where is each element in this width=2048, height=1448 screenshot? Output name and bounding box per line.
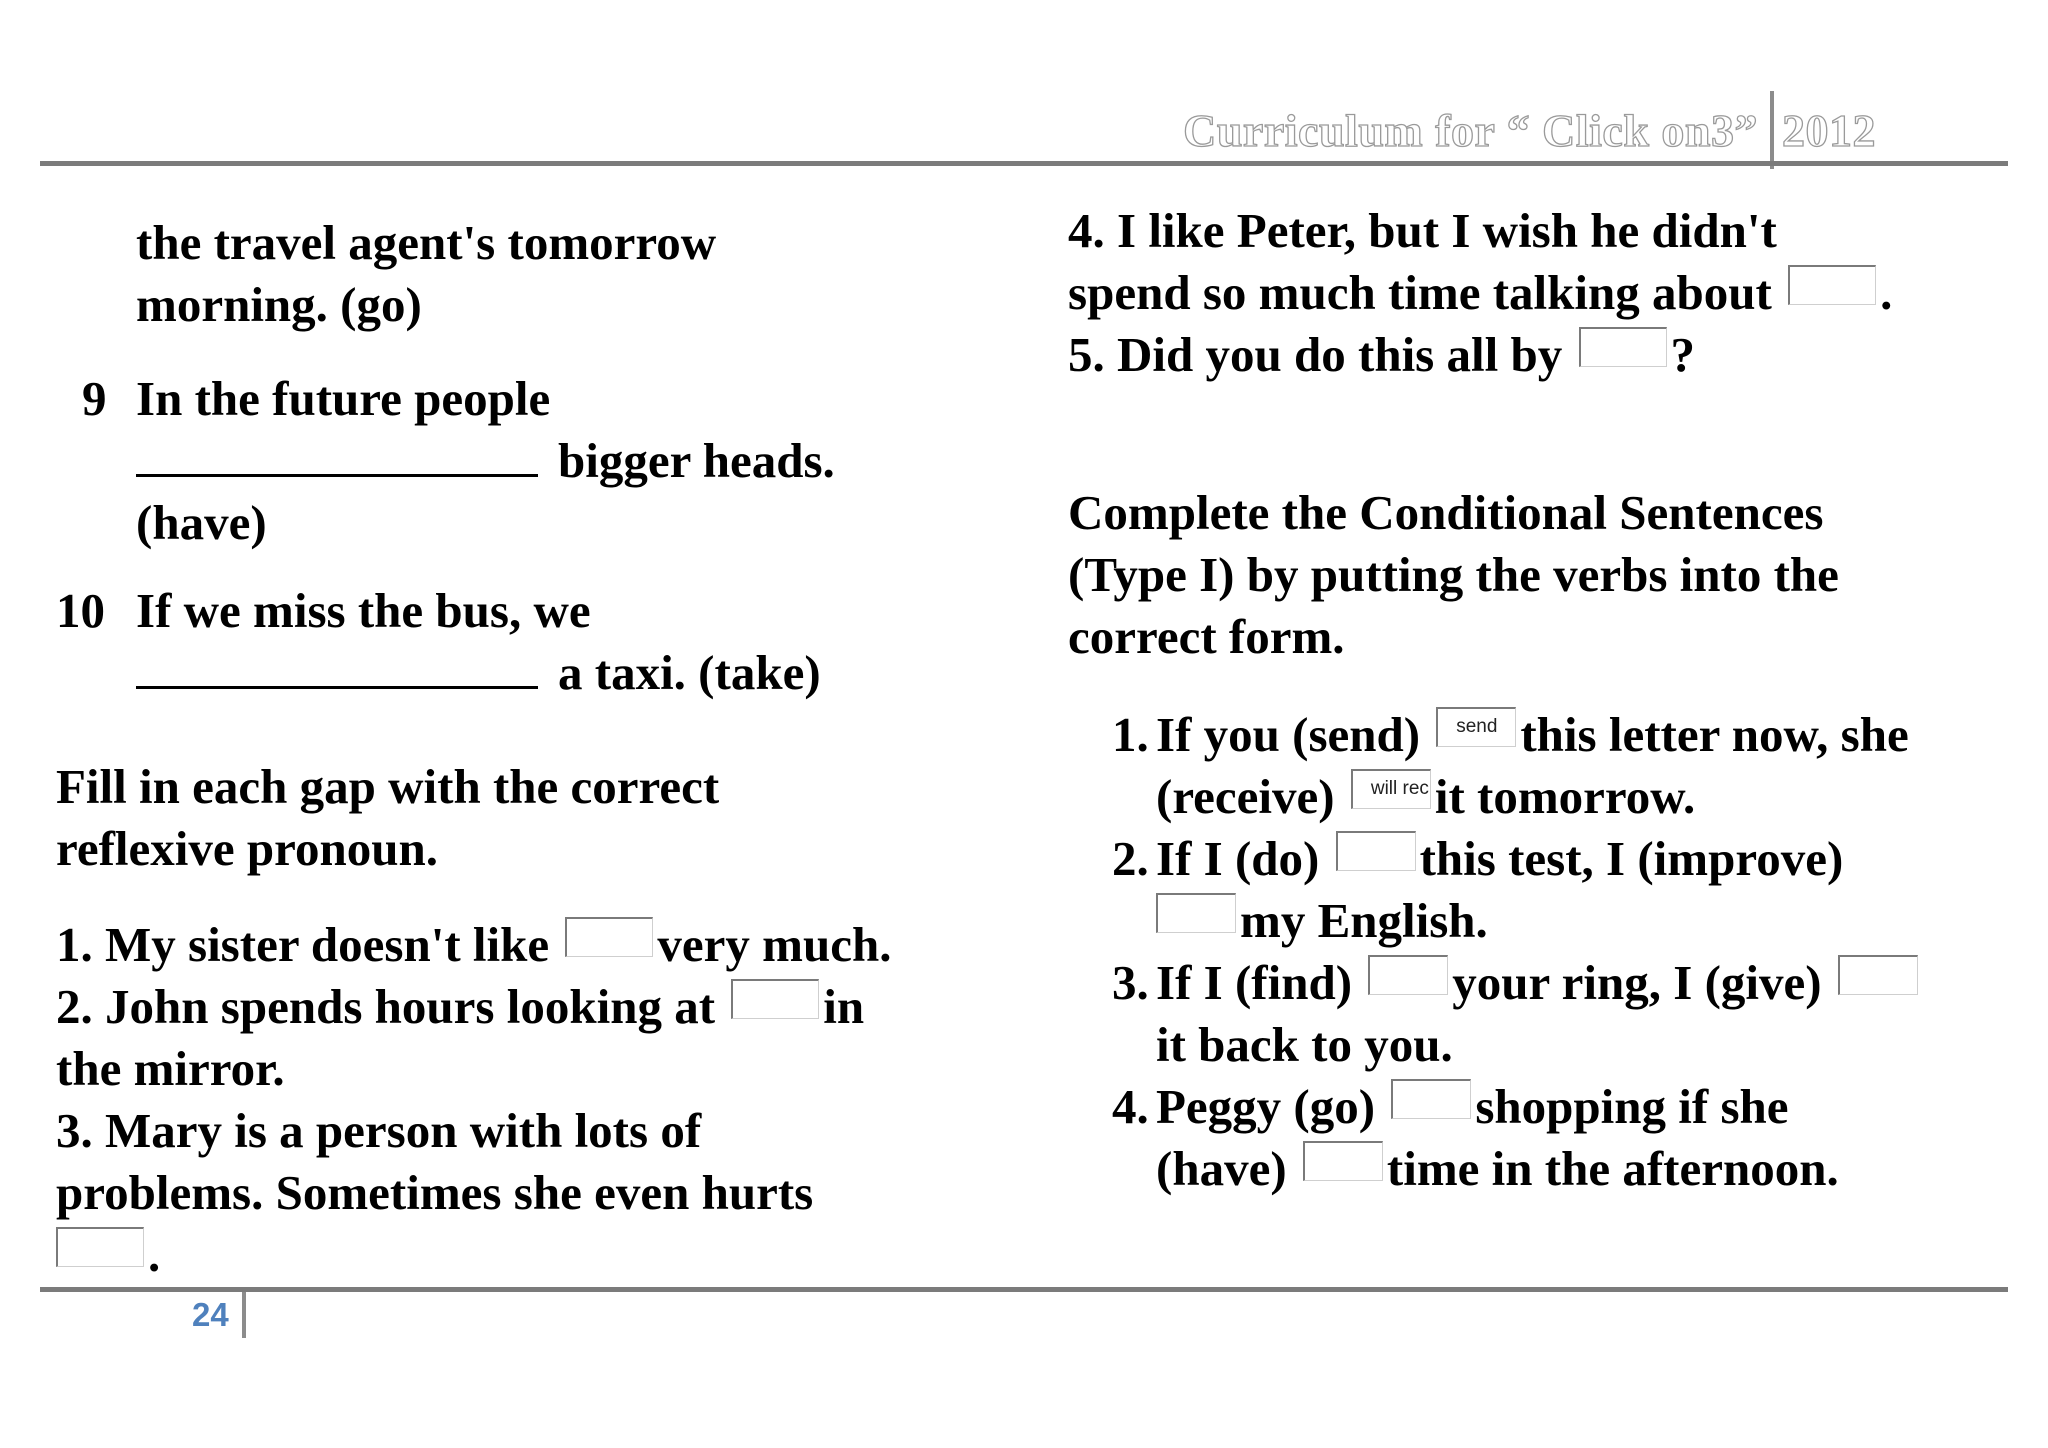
item-text: Peggy (go) xyxy=(1156,1079,1376,1134)
conditional-input-3b[interactable] xyxy=(1838,955,1918,995)
item-text: If I (find) xyxy=(1156,955,1353,1010)
conditional-instruction-line-1: Complete the Conditional Sentences xyxy=(1068,485,1824,540)
reflexive-input-2[interactable] xyxy=(731,979,819,1019)
reflexive-input-1[interactable] xyxy=(565,917,653,957)
reflexive-instruction-line-1: Fill in each gap with the correct xyxy=(56,759,720,814)
page-number-divider xyxy=(242,1292,246,1338)
question-9-after-blank: bigger heads. xyxy=(558,433,835,488)
conditional-2-line-2 xyxy=(1152,890,1488,952)
question-10-after-blank: a taxi. (take) xyxy=(558,645,821,700)
item-text: my English. xyxy=(1240,893,1488,948)
item-text: (have) xyxy=(1156,1141,1287,1196)
conditional-4-number: 4. xyxy=(1112,1079,1149,1134)
intro-line-1: the travel agent's tomorrow xyxy=(136,215,717,270)
header-rule xyxy=(40,161,2008,166)
item-text: shopping if she xyxy=(1475,1079,1789,1134)
question-10-line-2 xyxy=(136,642,821,704)
header-year: 2012 xyxy=(1782,104,1876,156)
page-number: 24 xyxy=(192,1296,229,1333)
item-text: If you (send) xyxy=(1156,707,1421,762)
reflexive-item-3-line-2: problems. Sometimes she even hurts xyxy=(56,1165,814,1220)
reflexive-item-4-line-2 xyxy=(1068,262,1892,324)
reflexive-input-4[interactable] xyxy=(1788,265,1876,305)
conditional-input-2a[interactable] xyxy=(1336,831,1416,871)
item-text: this test, I (improve) xyxy=(1419,831,1844,886)
item-text: very much. xyxy=(657,917,892,972)
conditional-2-line-1 xyxy=(1156,828,1843,890)
reflexive-item-3-line-3 xyxy=(52,1224,160,1286)
conditional-input-3a[interactable] xyxy=(1368,955,1448,995)
item-text: 1. My sister doesn't like xyxy=(56,917,550,972)
question-9-line-3: (have) xyxy=(136,495,267,550)
reflexive-item-2-line-2: the mirror. xyxy=(56,1041,285,1096)
reflexive-item-2 xyxy=(56,976,864,1038)
conditional-input-1a[interactable]: send xyxy=(1436,707,1516,747)
item-text: this letter now, she xyxy=(1520,707,1909,762)
reflexive-input-3[interactable] xyxy=(56,1227,144,1267)
conditional-instruction-line-2: (Type I) by putting the verbs into the xyxy=(1068,547,1839,602)
reflexive-instruction-line-2: reflexive pronoun. xyxy=(56,821,439,876)
intro-line-2: morning. (go) xyxy=(136,277,422,332)
conditional-input-2b[interactable] xyxy=(1156,893,1236,933)
reflexive-item-5 xyxy=(1068,324,1695,386)
question-10-number: 10 xyxy=(56,583,105,638)
conditional-input-1b[interactable]: will rec xyxy=(1351,769,1431,809)
conditional-4-line-1 xyxy=(1156,1076,1789,1138)
item-text: If I (do) xyxy=(1156,831,1320,886)
item-text: spend so much time talking about xyxy=(1068,265,1772,320)
question-9-line-1: In the future people xyxy=(136,371,551,426)
conditional-input-4a[interactable] xyxy=(1391,1079,1471,1119)
header-divider xyxy=(1770,91,1774,169)
reflexive-item-1 xyxy=(56,914,892,976)
item-text: . xyxy=(1880,265,1893,320)
item-text: . xyxy=(148,1227,161,1282)
running-header xyxy=(1183,96,1876,164)
item-text: it tomorrow. xyxy=(1434,769,1696,824)
question-9-line-2 xyxy=(136,430,835,492)
item-text: 5. Did you do this all by xyxy=(1068,327,1563,382)
answer-blank[interactable] xyxy=(136,646,538,689)
conditional-4-line-2 xyxy=(1156,1138,1839,1200)
item-text: 2. John spends hours looking at xyxy=(56,979,716,1034)
item-text: (receive) xyxy=(1156,769,1335,824)
answer-blank[interactable] xyxy=(136,434,538,477)
item-text: ? xyxy=(1670,327,1695,382)
header-title: Curriculum for “ Click on3” xyxy=(1183,104,1758,156)
conditional-3-number: 3. xyxy=(1112,955,1149,1010)
conditional-2-number: 2. xyxy=(1112,831,1149,886)
question-9-number: 9 xyxy=(82,371,107,426)
footer-rule xyxy=(40,1287,2008,1292)
item-text: your ring, I (give) xyxy=(1452,955,1822,1010)
conditional-input-4b[interactable] xyxy=(1303,1141,1383,1181)
item-text: time in the afternoon. xyxy=(1386,1141,1839,1196)
conditional-instruction-line-3: correct form. xyxy=(1068,609,1345,664)
conditional-1-line-2 xyxy=(1156,766,1695,828)
conditional-3-line-2: it back to you. xyxy=(1156,1017,1453,1072)
reflexive-input-5[interactable] xyxy=(1579,327,1667,367)
question-10-line-1: If we miss the bus, we xyxy=(136,583,591,638)
reflexive-item-3-line-1: 3. Mary is a person with lots of xyxy=(56,1103,702,1158)
conditional-1-line-1 xyxy=(1156,704,1909,766)
conditional-3-line-1 xyxy=(1156,952,1922,1014)
item-text: in xyxy=(823,979,865,1034)
reflexive-item-4-line-1: 4. I like Peter, but I wish he didn't xyxy=(1068,203,1777,258)
conditional-1-number: 1. xyxy=(1112,707,1149,762)
